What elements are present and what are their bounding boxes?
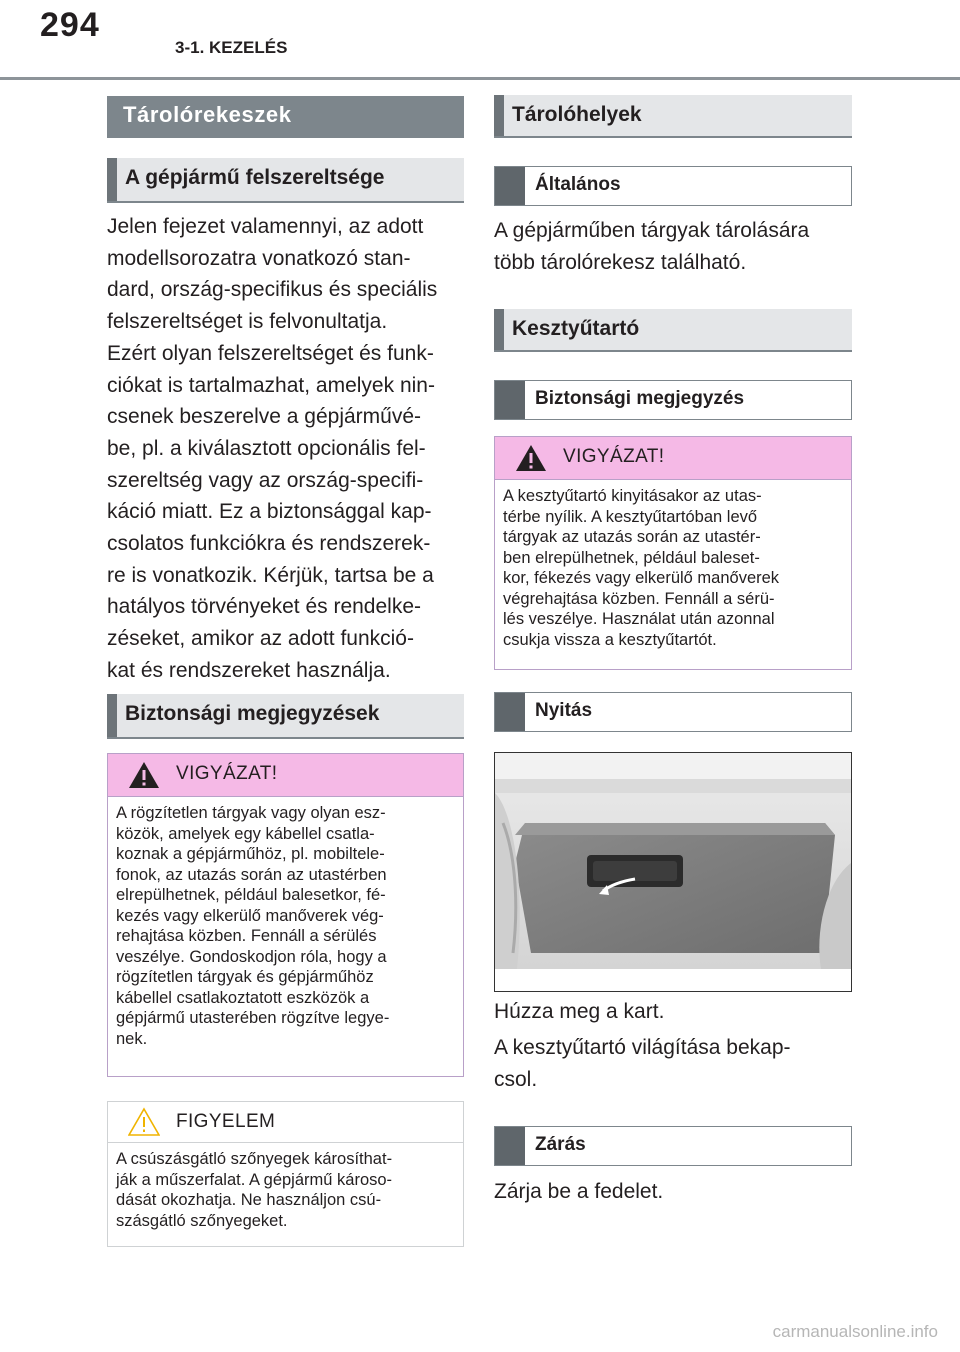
close-text: Zárja be a fedelet. bbox=[494, 1180, 664, 1203]
text-line: fonok, az utazás során az utastérben bbox=[116, 865, 387, 884]
open-text bbox=[494, 996, 852, 1096]
warning-box bbox=[494, 436, 852, 670]
notice-label: FIGYELEM bbox=[176, 1111, 276, 1132]
text-line: zéseket, amikor az adott funkció- bbox=[107, 627, 414, 651]
heading-bar bbox=[494, 309, 504, 350]
notice-text bbox=[108, 1143, 463, 1239]
equipment-heading-text: A gépjármű felszereltsége bbox=[125, 166, 385, 189]
warning-header bbox=[495, 437, 851, 480]
open-heading bbox=[494, 692, 852, 732]
text-line: rehajtása közben. Fennáll a sérülés bbox=[116, 927, 377, 945]
heading-bar bbox=[494, 95, 504, 136]
safety-notes-heading bbox=[107, 694, 464, 739]
safety-notes-heading-text: Biztonsági megjegyzések bbox=[125, 702, 380, 725]
warning-box bbox=[107, 753, 464, 1077]
text-line: A kesztyűtartó világítása bekap- bbox=[494, 1036, 791, 1059]
text-line: Jelen fejezet valamennyi, az adott bbox=[107, 215, 424, 238]
equipment-text bbox=[107, 211, 464, 687]
text-line: szásgátló szőnyegeket. bbox=[116, 1211, 288, 1230]
warning-triangle-icon bbox=[515, 443, 547, 473]
text-line: ben elrepülhetnek, például baleset- bbox=[503, 548, 760, 567]
text-line: elrepülhetnek, például balesetkor, fé- bbox=[116, 886, 386, 904]
heading-bar bbox=[495, 167, 525, 205]
text-line: modellsorozatra vonatkozó stan- bbox=[107, 246, 411, 270]
text-line: kezés vagy elkerülő manőverek vég- bbox=[116, 906, 384, 925]
glovebox-illustration bbox=[495, 753, 851, 991]
text-line: rögzítetlen tárgyak és gépjárműhöz bbox=[116, 968, 374, 986]
text-line: dását okozhatja. Ne használjon csú- bbox=[116, 1191, 382, 1209]
close-heading-text: Zárás bbox=[535, 1134, 586, 1155]
text-line: A gépjárműben tárgyak tárolására bbox=[494, 219, 810, 242]
glovebox-photo bbox=[494, 752, 852, 992]
text-line: dard, ország-specifikus és speciális bbox=[107, 278, 438, 302]
text-line: tárgyak az utazás során az utastér- bbox=[503, 528, 761, 546]
caution-triangle-icon bbox=[128, 1107, 160, 1137]
storage-places-heading-text: Tárolóhelyek bbox=[512, 103, 642, 126]
general-text bbox=[494, 215, 852, 278]
notice-header bbox=[108, 1102, 463, 1143]
heading-bar bbox=[495, 693, 525, 731]
text-line: kor, fékezés vagy elkerülő manőverek bbox=[503, 569, 780, 587]
text-line: térbe nyílik. A kesztyűtartóban levő bbox=[503, 507, 758, 526]
text-line: felszereltséget is felvonultatja. bbox=[107, 310, 388, 334]
glovebox-heading-text: Kesztyűtartó bbox=[512, 317, 640, 340]
heading-bar bbox=[107, 694, 117, 737]
glovebox-heading bbox=[494, 309, 852, 352]
text-line: lés veszélye. Használat után azonnal bbox=[503, 610, 775, 628]
text-line: koznak a gépjárműhöz, pl. mobiltele- bbox=[116, 845, 385, 863]
text-line: Húzza meg a kart. bbox=[494, 1000, 665, 1023]
text-line: gépjármű utasterében rögzítve legye- bbox=[116, 1009, 390, 1027]
text-line: hatályos törvényeket és rendelke- bbox=[107, 595, 422, 619]
warning-header bbox=[108, 754, 463, 797]
close-heading bbox=[494, 1126, 852, 1166]
text-line: kat és rendszereket használja. bbox=[107, 658, 391, 682]
text-line: csolatos funkciókra és rendszerek- bbox=[107, 532, 431, 556]
warning-text bbox=[108, 797, 463, 1057]
text-line: be, pl. a kiválasztott opcionális fel- bbox=[107, 436, 426, 460]
text-line: csol. bbox=[494, 1068, 538, 1091]
text-line: több tárolórekesz található. bbox=[494, 250, 747, 274]
text-line: közök, amelyek egy kábellel csatla- bbox=[116, 824, 375, 843]
chapter-title: 3-1. KEZELÉS bbox=[175, 38, 288, 57]
text-line: végrehajtása közben. Fennáll a sérü- bbox=[503, 589, 775, 608]
safety-note-heading bbox=[494, 380, 852, 420]
text-line: káció miatt. Ez a biztonsággal kap- bbox=[107, 500, 432, 524]
watermark: carmanualsonline.info bbox=[772, 1322, 938, 1341]
text-line: nek. bbox=[116, 1029, 148, 1048]
open-heading-text: Nyitás bbox=[535, 700, 593, 721]
page-header bbox=[0, 0, 960, 80]
heading-bar bbox=[107, 158, 117, 201]
header-rule bbox=[0, 77, 960, 80]
section-title-storage-compartments: Tárolórekeszek bbox=[107, 96, 464, 138]
notice-box bbox=[107, 1101, 464, 1247]
text-line: kábellel csatlakoztatott eszközök a bbox=[116, 988, 370, 1007]
general-heading bbox=[494, 166, 852, 206]
warning-label: VIGYÁZAT! bbox=[176, 763, 278, 784]
storage-places-heading bbox=[494, 95, 852, 138]
warning-text bbox=[495, 480, 851, 658]
safety-note-heading-text: Biztonsági megjegyzés bbox=[535, 388, 745, 409]
warning-triangle-icon bbox=[128, 760, 160, 790]
general-heading-text: Általános bbox=[535, 174, 621, 195]
text-line: ják a műszerfalat. A gépjármű károso- bbox=[116, 1170, 393, 1189]
warning-label: VIGYÁZAT! bbox=[563, 446, 665, 467]
text-line: csenek beszerelve a gépjárművé- bbox=[107, 405, 421, 429]
text-line: ciókat is tartalmazhat, amelyek nin- bbox=[107, 373, 435, 397]
text-line: Ezért olyan felszereltséget és funk- bbox=[107, 341, 434, 365]
page-number: 294 bbox=[40, 6, 100, 44]
text-line: csukja vissza a kesztyűtartót. bbox=[503, 630, 717, 649]
text-line: szereltség vagy az ország-specifi- bbox=[107, 468, 424, 492]
heading-bar bbox=[495, 381, 525, 419]
text-line: veszélye. Gondoskodjon róla, hogy a bbox=[116, 947, 387, 966]
equipment-heading bbox=[107, 158, 464, 203]
text-line: A csúszásgátló szőnyegek károsíthat- bbox=[116, 1150, 393, 1168]
text-line: re is vonatkozik. Kérjük, tartsa be a bbox=[107, 563, 434, 587]
text-line: A rögzítetlen tárgyak vagy olyan esz- bbox=[116, 804, 386, 822]
text-line: A kesztyűtartó kinyitásakor az utas- bbox=[503, 487, 762, 505]
heading-bar bbox=[495, 1127, 525, 1165]
